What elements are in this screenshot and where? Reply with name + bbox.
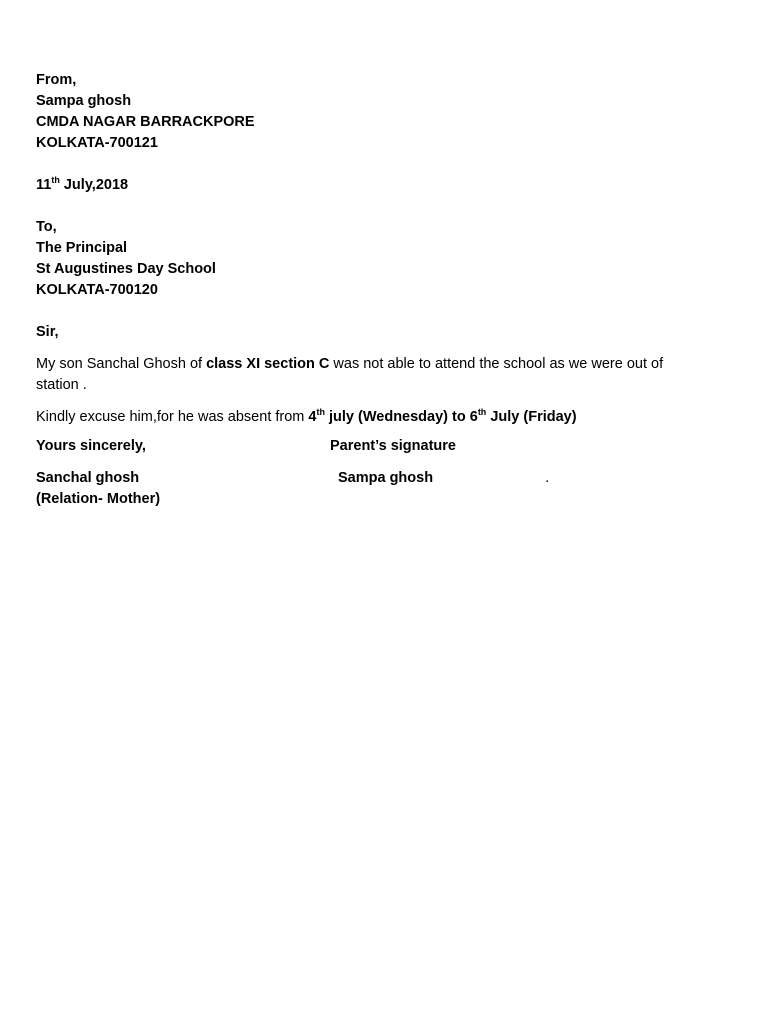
p1-end: was not able to attend the school as we were out of station . <box>36 356 664 393</box>
yours-sincerely: Yours sincerely, <box>36 438 146 454</box>
p2-to-suffix: th <box>477 407 487 418</box>
date-suffix: th <box>51 175 60 186</box>
p1-class-section: class XI section C <box>206 356 330 372</box>
recipient-title: The Principal <box>36 240 128 256</box>
closing-row <box>36 436 716 457</box>
names-row <box>36 468 716 489</box>
spacer <box>36 396 716 407</box>
spacer <box>36 196 716 217</box>
recipient-city: KOLKATA-700120 <box>36 282 158 298</box>
recipient-school: St Augustines Day School <box>36 261 216 277</box>
spacer <box>36 343 716 354</box>
body-paragraph-1 <box>36 354 696 396</box>
spacer <box>36 301 716 322</box>
spacer <box>36 457 716 468</box>
p2-from-rest: july (Wednesday) to 6 <box>324 409 478 425</box>
spacer <box>36 154 716 175</box>
salutation: Sir, <box>36 324 59 340</box>
parent-name: Sampa ghosh <box>338 470 434 486</box>
date-day: 11 <box>36 177 52 193</box>
p2-start: Kindly excuse him,for he was absent from <box>36 409 309 425</box>
parent-signature-label: Parent’s signature <box>330 438 456 454</box>
sender-name: Sampa ghosh <box>36 93 132 109</box>
sender-city: KOLKATA-700121 <box>36 135 158 151</box>
trailing-dot: . <box>545 470 550 486</box>
letter <box>36 70 716 510</box>
sender-address: CMDA NAGAR BARRACKPORE <box>36 114 255 130</box>
letter-date <box>36 175 716 196</box>
date-rest: July,2018 <box>59 177 129 193</box>
spacer <box>36 428 716 436</box>
body-paragraph-2 <box>36 407 716 428</box>
p2-from-num: 4 <box>308 409 317 425</box>
from-heading: From, <box>36 72 77 88</box>
to-heading: To, <box>36 219 57 235</box>
p2-to-rest: July (Friday) <box>486 409 577 425</box>
p1-start: My son Sanchal Ghosh of <box>36 356 207 372</box>
student-name: Sanchal ghosh <box>36 470 140 486</box>
relation: (Relation- Mother) <box>36 491 161 507</box>
p2-from-suffix: th <box>316 407 325 418</box>
